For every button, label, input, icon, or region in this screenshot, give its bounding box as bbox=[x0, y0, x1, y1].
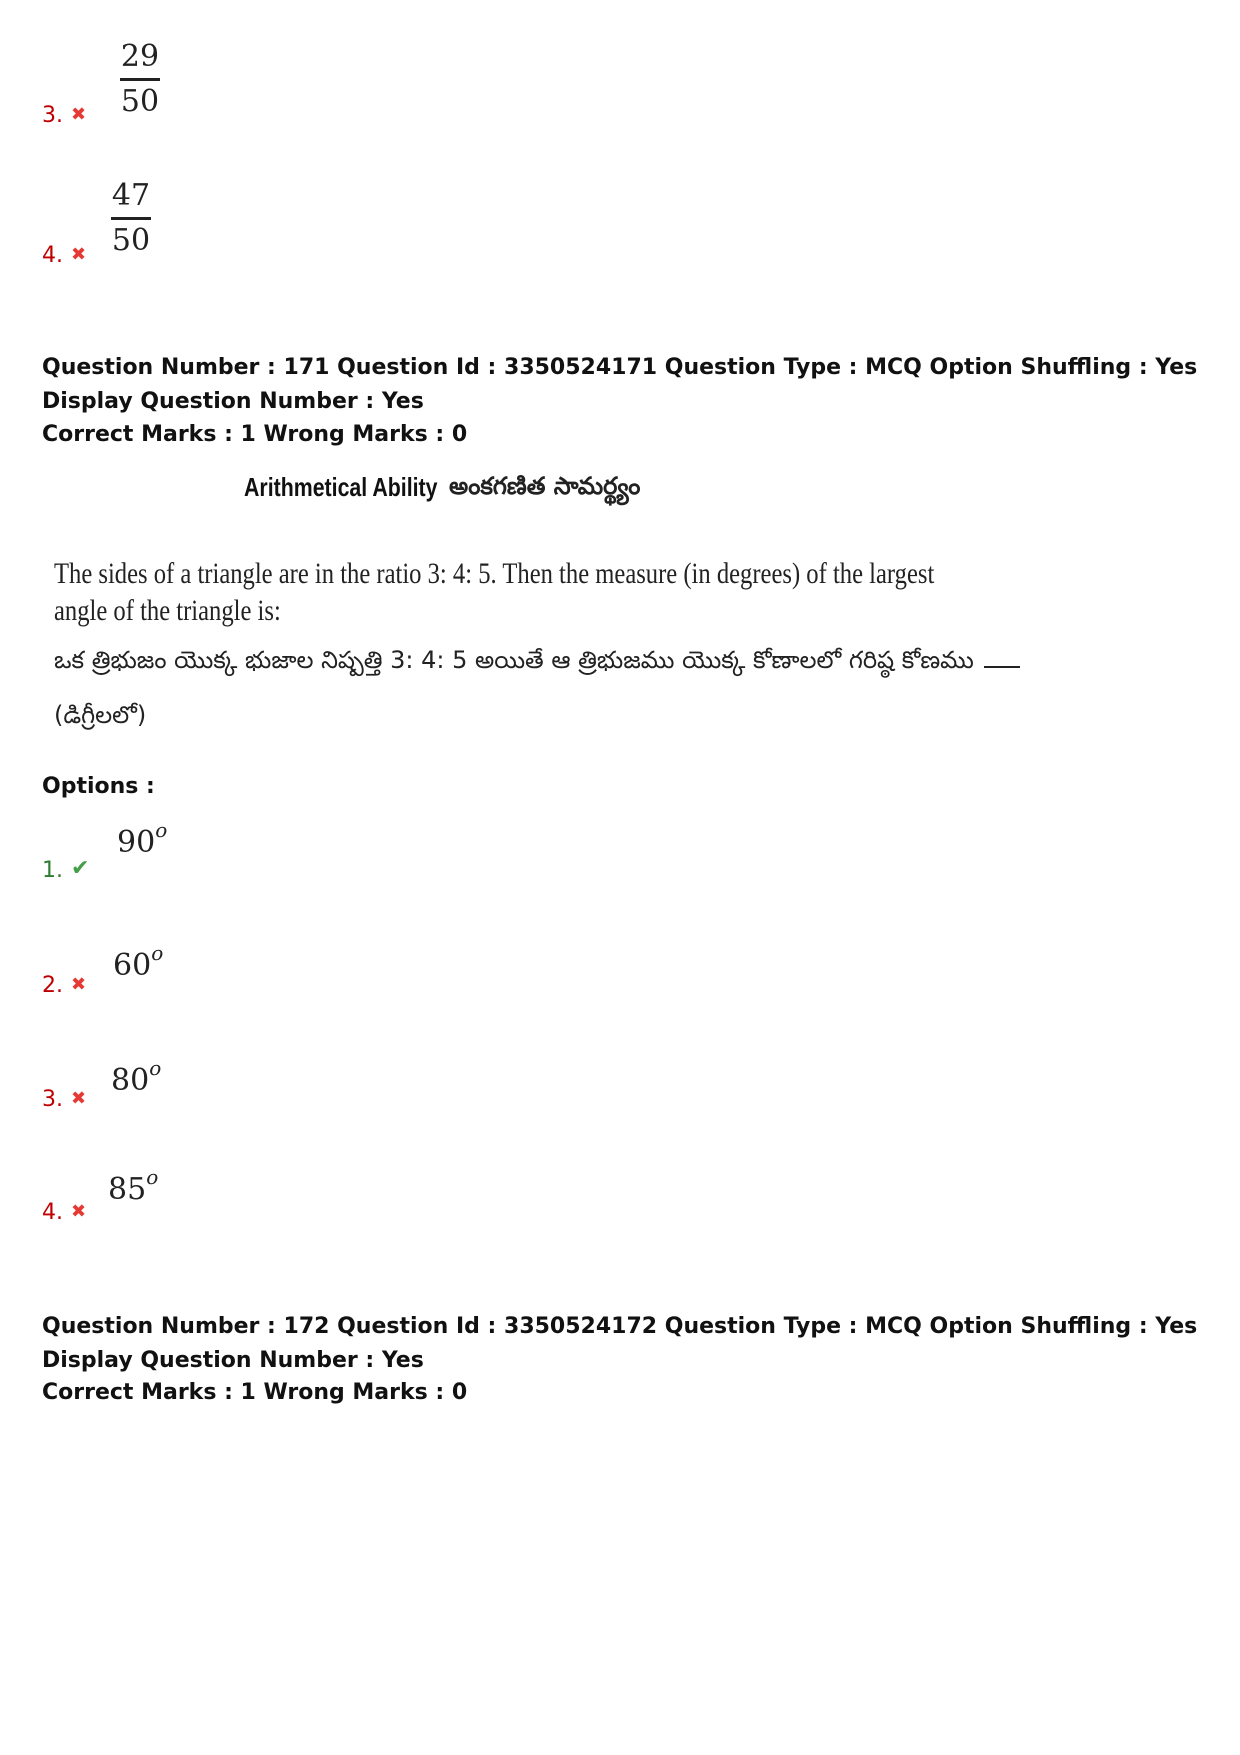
question-text-te-line2: (డిగ్రీలలో) bbox=[54, 701, 147, 729]
option-2-value bbox=[113, 941, 164, 983]
option-3-image bbox=[120, 38, 160, 120]
degree-number: 80 bbox=[111, 1063, 150, 1098]
option-3-label bbox=[42, 1087, 86, 1112]
fraction-bar bbox=[120, 78, 160, 81]
fraction-numerator: 29 bbox=[120, 39, 160, 74]
degree-number: 90 bbox=[117, 825, 156, 860]
degree-symbol: o bbox=[146, 1165, 159, 1189]
option-number: 4. bbox=[42, 243, 63, 268]
option-4-label bbox=[42, 1200, 86, 1225]
option-number: 3. bbox=[42, 103, 63, 128]
question-text-te-line1 bbox=[54, 646, 1020, 680]
display-question-number: Display Question Number : Yes bbox=[42, 1348, 424, 1373]
option-1-value bbox=[117, 818, 168, 860]
display-question-number: Display Question Number : Yes bbox=[42, 389, 424, 414]
cross-icon: ✖ bbox=[71, 974, 87, 995]
question-meta-line: Question Number : 171 Question Id : 3350524171 Question Type : MCQ Option Shuffling : Yes bbox=[42, 355, 1198, 380]
option-number: 4. bbox=[42, 1200, 63, 1225]
question-header-171 bbox=[42, 351, 1197, 419]
degree-number: 85 bbox=[108, 1172, 147, 1207]
fraction-numerator: 47 bbox=[111, 178, 151, 213]
fraction-denominator: 50 bbox=[111, 222, 151, 258]
fraction-denominator: 50 bbox=[120, 83, 160, 119]
degree-symbol: o bbox=[151, 941, 164, 965]
cross-icon: ✖ bbox=[71, 104, 87, 125]
option-4-image bbox=[111, 177, 151, 259]
question-text-en-line1: The sides of a triangle are in the ratio 3: 4: 5. Then the measure (in degrees) of the largest bbox=[54, 557, 935, 590]
marks-line-171: Correct Marks : 1 Wrong Marks : 0 bbox=[42, 422, 468, 447]
cross-icon: ✖ bbox=[71, 244, 87, 265]
telugu-text: ఒక త్రిభుజం యొక్క భుజాల నిష్పత్తి 3: 4: 5 అయితే ఆ త్రిభుజము యొక్క కోణాలలో గరిష్ఠ కోణము bbox=[54, 646, 974, 674]
degree-number: 60 bbox=[113, 948, 152, 983]
option-4-label bbox=[42, 243, 86, 268]
option-number: 2. bbox=[42, 973, 63, 998]
option-4-value bbox=[108, 1165, 159, 1207]
options-label: Options : bbox=[42, 774, 155, 799]
question-text-en-line2: angle of the triangle is: bbox=[54, 594, 281, 627]
subject-title-te: అంకగణిత సామర్థ్యం bbox=[449, 472, 641, 500]
option-1-label bbox=[42, 856, 89, 883]
degree-symbol: o bbox=[149, 1056, 162, 1080]
fraction-bar bbox=[111, 217, 151, 220]
marks-line-172: Correct Marks : 1 Wrong Marks : 0 bbox=[42, 1380, 468, 1405]
degree-symbol: o bbox=[155, 818, 168, 842]
check-icon: ✔ bbox=[71, 856, 90, 881]
cross-icon: ✖ bbox=[71, 1088, 87, 1109]
option-number: 3. bbox=[42, 1087, 63, 1112]
question-header-172 bbox=[42, 1310, 1197, 1378]
option-number: 1. bbox=[42, 858, 63, 883]
cross-icon: ✖ bbox=[71, 1201, 87, 1222]
subject-title-en: Arithmetical Ability bbox=[244, 472, 438, 502]
option-3-value bbox=[111, 1056, 162, 1098]
option-2-label bbox=[42, 973, 86, 998]
answer-blank bbox=[984, 666, 1020, 668]
question-meta-line: Question Number : 172 Question Id : 3350524172 Question Type : MCQ Option Shuffling : Yes bbox=[42, 1314, 1198, 1339]
option-3-label bbox=[42, 103, 86, 128]
